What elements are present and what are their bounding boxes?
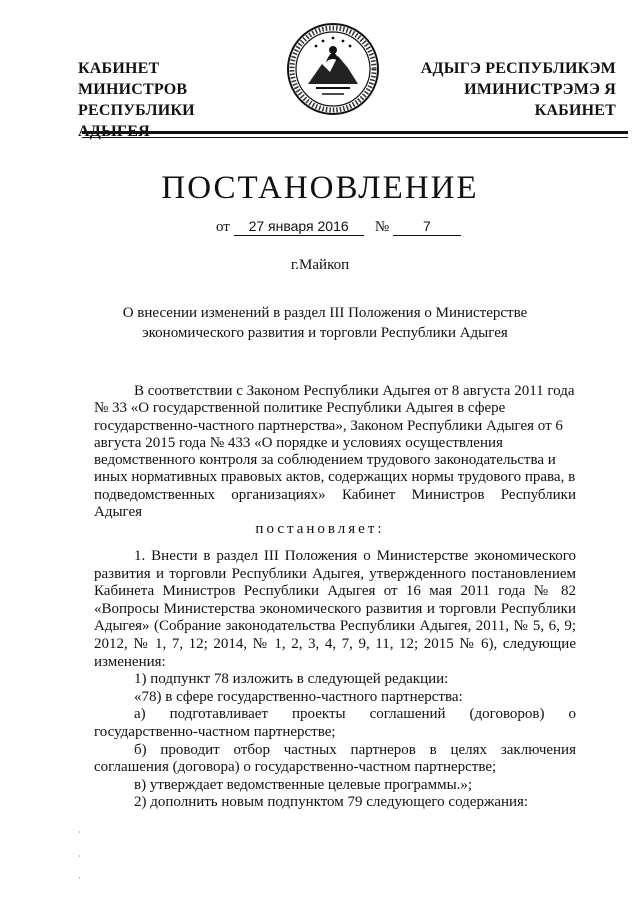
issuer-name-russian (78, 58, 268, 142)
item-line: изменения: (94, 653, 166, 670)
issuer-name-adyghe (396, 58, 616, 121)
item-line: соглашения (договора) о государственно-частном партнерстве; (94, 759, 497, 776)
item-line: 2012, № 1, 7, 12; 2014, № 1, 2, 3, 4, 7, 9, 11, 12; 2015 № 6), следующие (94, 635, 576, 652)
scan-speck: · (78, 852, 81, 861)
coat-of-arms-icon (286, 22, 380, 116)
issuer-line-2: РЕСПУБЛИКИ АДЫГЕЯ (78, 102, 195, 140)
item-line: «Вопросы Министерства экономического развития и торговли Республики (94, 600, 576, 617)
preamble-line: августа 2015 года № 433 «О порядке и условиях осуществления (94, 434, 503, 451)
preamble-line: № 33 «О государственной политике Республики Адыгея в сфере (94, 400, 506, 417)
issuer-adyghe-line-2: ИМИНИСТРЭМЭ Я КАБИНЕТ (464, 81, 616, 119)
scan-speck: · (78, 874, 81, 883)
scan-speck: · (78, 828, 81, 837)
city: г.Майкоп (290, 257, 350, 273)
item-line: Адыгея» (Собрание законодательства Республики Адыгея, 2011, № 5, 6, 9; (94, 618, 576, 635)
subject-line-2: экономического развития и торговли Республики Адыгея (142, 325, 508, 341)
number-value: 7 (393, 218, 461, 236)
preamble-line: В соответствии с Законом Республики Адыгея от 8 августа 2011 года (134, 383, 575, 399)
date-value: 27 января 2016 (234, 218, 364, 236)
preamble (94, 383, 576, 521)
preamble-line: ведомственного контроля за соблюдением трудового законодательства и (94, 452, 556, 469)
item-line: а) подготавливает проекты соглашений (договоров) о (134, 706, 576, 723)
document-subject (80, 303, 570, 343)
preamble-line: иных нормативных правовых актов, содержащих нормы трудового права, в (94, 469, 576, 486)
item-line: в) утверждает ведомственные целевые программы.»; (134, 776, 473, 793)
item-line: б) проводит отбор частных партнеров в целях заключения (134, 741, 576, 758)
item-line: «78) в сфере государственно-частного партнерства: (134, 688, 463, 705)
document-title: ПОСТАНОВЛЕНИЕ (161, 170, 479, 206)
subject-line-1: О внесении изменений в раздел III Положения о Министерстве (122, 305, 528, 321)
item-line: Кабинета Министров Республики Адыгея от 16 мая 2011 года № 82 (94, 583, 576, 600)
item-line: 2) дополнить новым подпунктом 79 следующего содержания: (134, 794, 529, 811)
issuer-line-1: КАБИНЕТ МИНИСТРОВ (78, 60, 188, 98)
header-divider-thin (82, 137, 628, 138)
preamble-line: государственно-частного партнерства», Законом Республики Адыгея от 6 (94, 417, 563, 434)
resolves-heading: постановляет: (255, 521, 385, 537)
resolution-items (94, 548, 576, 812)
date-label: от (216, 219, 230, 235)
item-line: развития и торговли Республики Адыгея, утвержденного постановлением (94, 565, 576, 582)
date-number-line (216, 218, 461, 236)
issuer-adyghe-line-1: АДЫГЭ РЕСПУБЛИКЭМ (420, 60, 616, 77)
item-line: государственно-частном партнерстве; (94, 723, 336, 740)
item-line: 1) подпункт 78 изложить в следующей редакции: (134, 671, 449, 688)
number-label: № (374, 219, 390, 235)
header-divider-thick (82, 131, 628, 134)
preamble-line: подведомственных организациях» Кабинет Министров Республики Адыгея (94, 486, 576, 521)
item-line: 1. Внести в раздел III Положения о Министерстве экономического (134, 548, 576, 564)
